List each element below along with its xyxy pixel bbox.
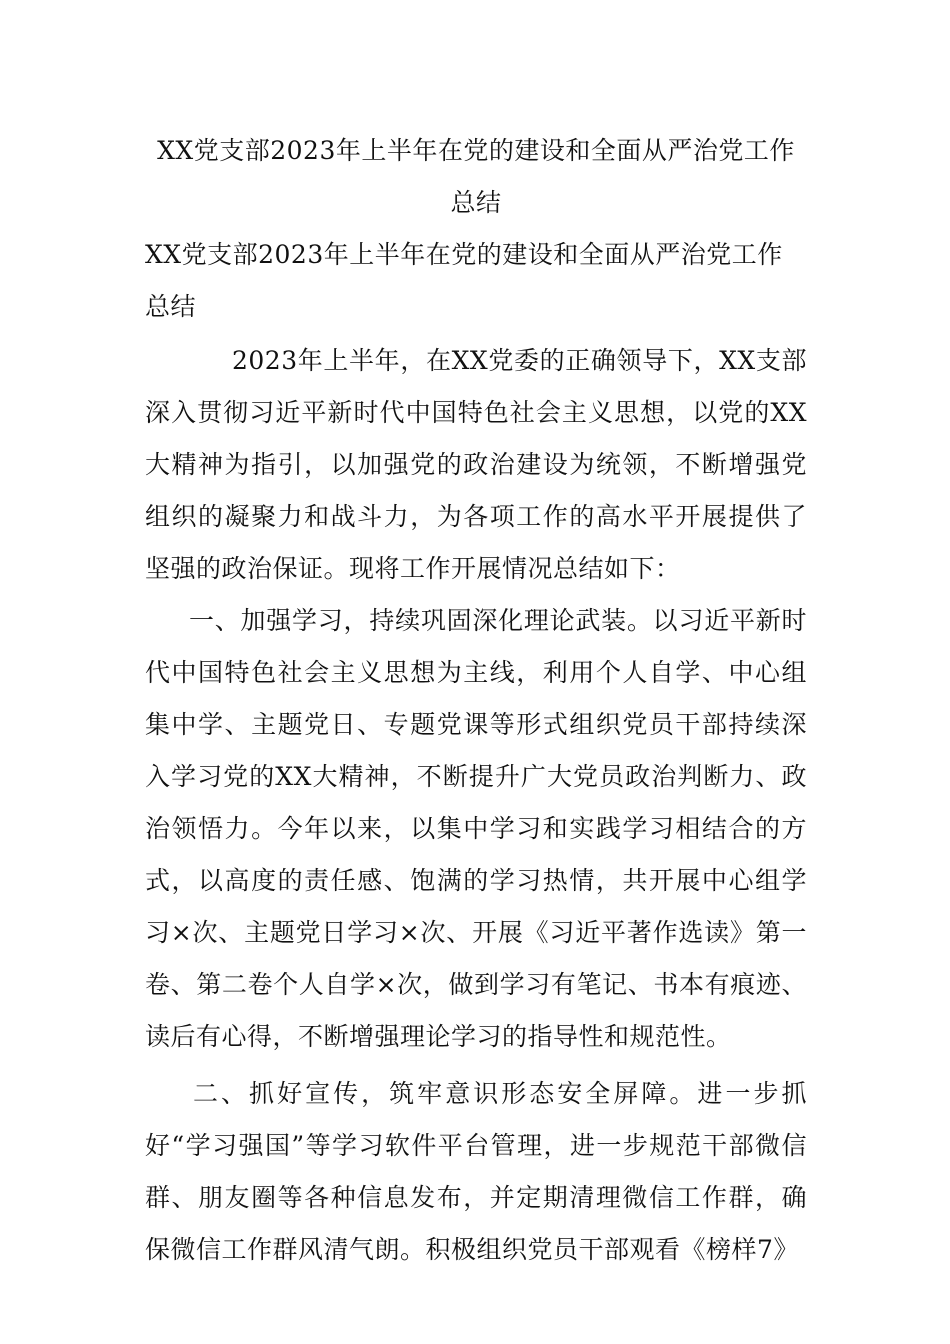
document-title-repeat: XX党支部2023年上半年在党的建设和全面从严治党工作总结 xyxy=(145,240,783,321)
document-body xyxy=(145,125,807,1276)
title-line-1: XX党支部2023年上半年在党的建设和全面从严治党工作 xyxy=(157,136,795,165)
title-line-2: 总结 xyxy=(450,188,502,217)
document-title-centered xyxy=(145,125,807,229)
paragraph-intro: 2023年上半年，在XX党委的正确领导下，XX支部深入贯彻习近平新时代中国特色社会主义思想，以党的XX大精神为指引，以加强党的政治建设为统领，不断增强党组织的凝聚力和战斗力，为各项工作的高水平开展提供了坚强的政治保证。现将工作开展情况总结如下： xyxy=(145,346,807,583)
paragraph-section-1: 一、加强学习，持续巩固深化理论武装。以习近平新时代中国特色社会主义思想为主线，利用个人自学、中心组集中学、主题党日、专题党课等形式组织党员干部持续深入学习党的XX大精神，不断提升广大党员政治判断力、政治领悟力。今年以来，以集中学习和实践学习相结合的方式，以高度的责任感、饱满的学习热情，共开展中心组学习×次、主题党日学习×次、开展《习近平著作选读》第一卷、第二卷个人自学×次，做到学习有笔记、书本有痕迹、读后有心得，不断增强理论学习的指导性和规范性。 xyxy=(145,606,807,1051)
paragraph-section-2: 二、抓好宣传，筑牢意识形态安全屏障。进一步抓好“学习强国”等学习软件平台管理，进一步规范干部微信群、朋友圈等各种信息发布，并定期清理微信工作群，确保微信工作群风清气朗。积极组织党员干部观看《榜样7》 xyxy=(145,1079,807,1264)
